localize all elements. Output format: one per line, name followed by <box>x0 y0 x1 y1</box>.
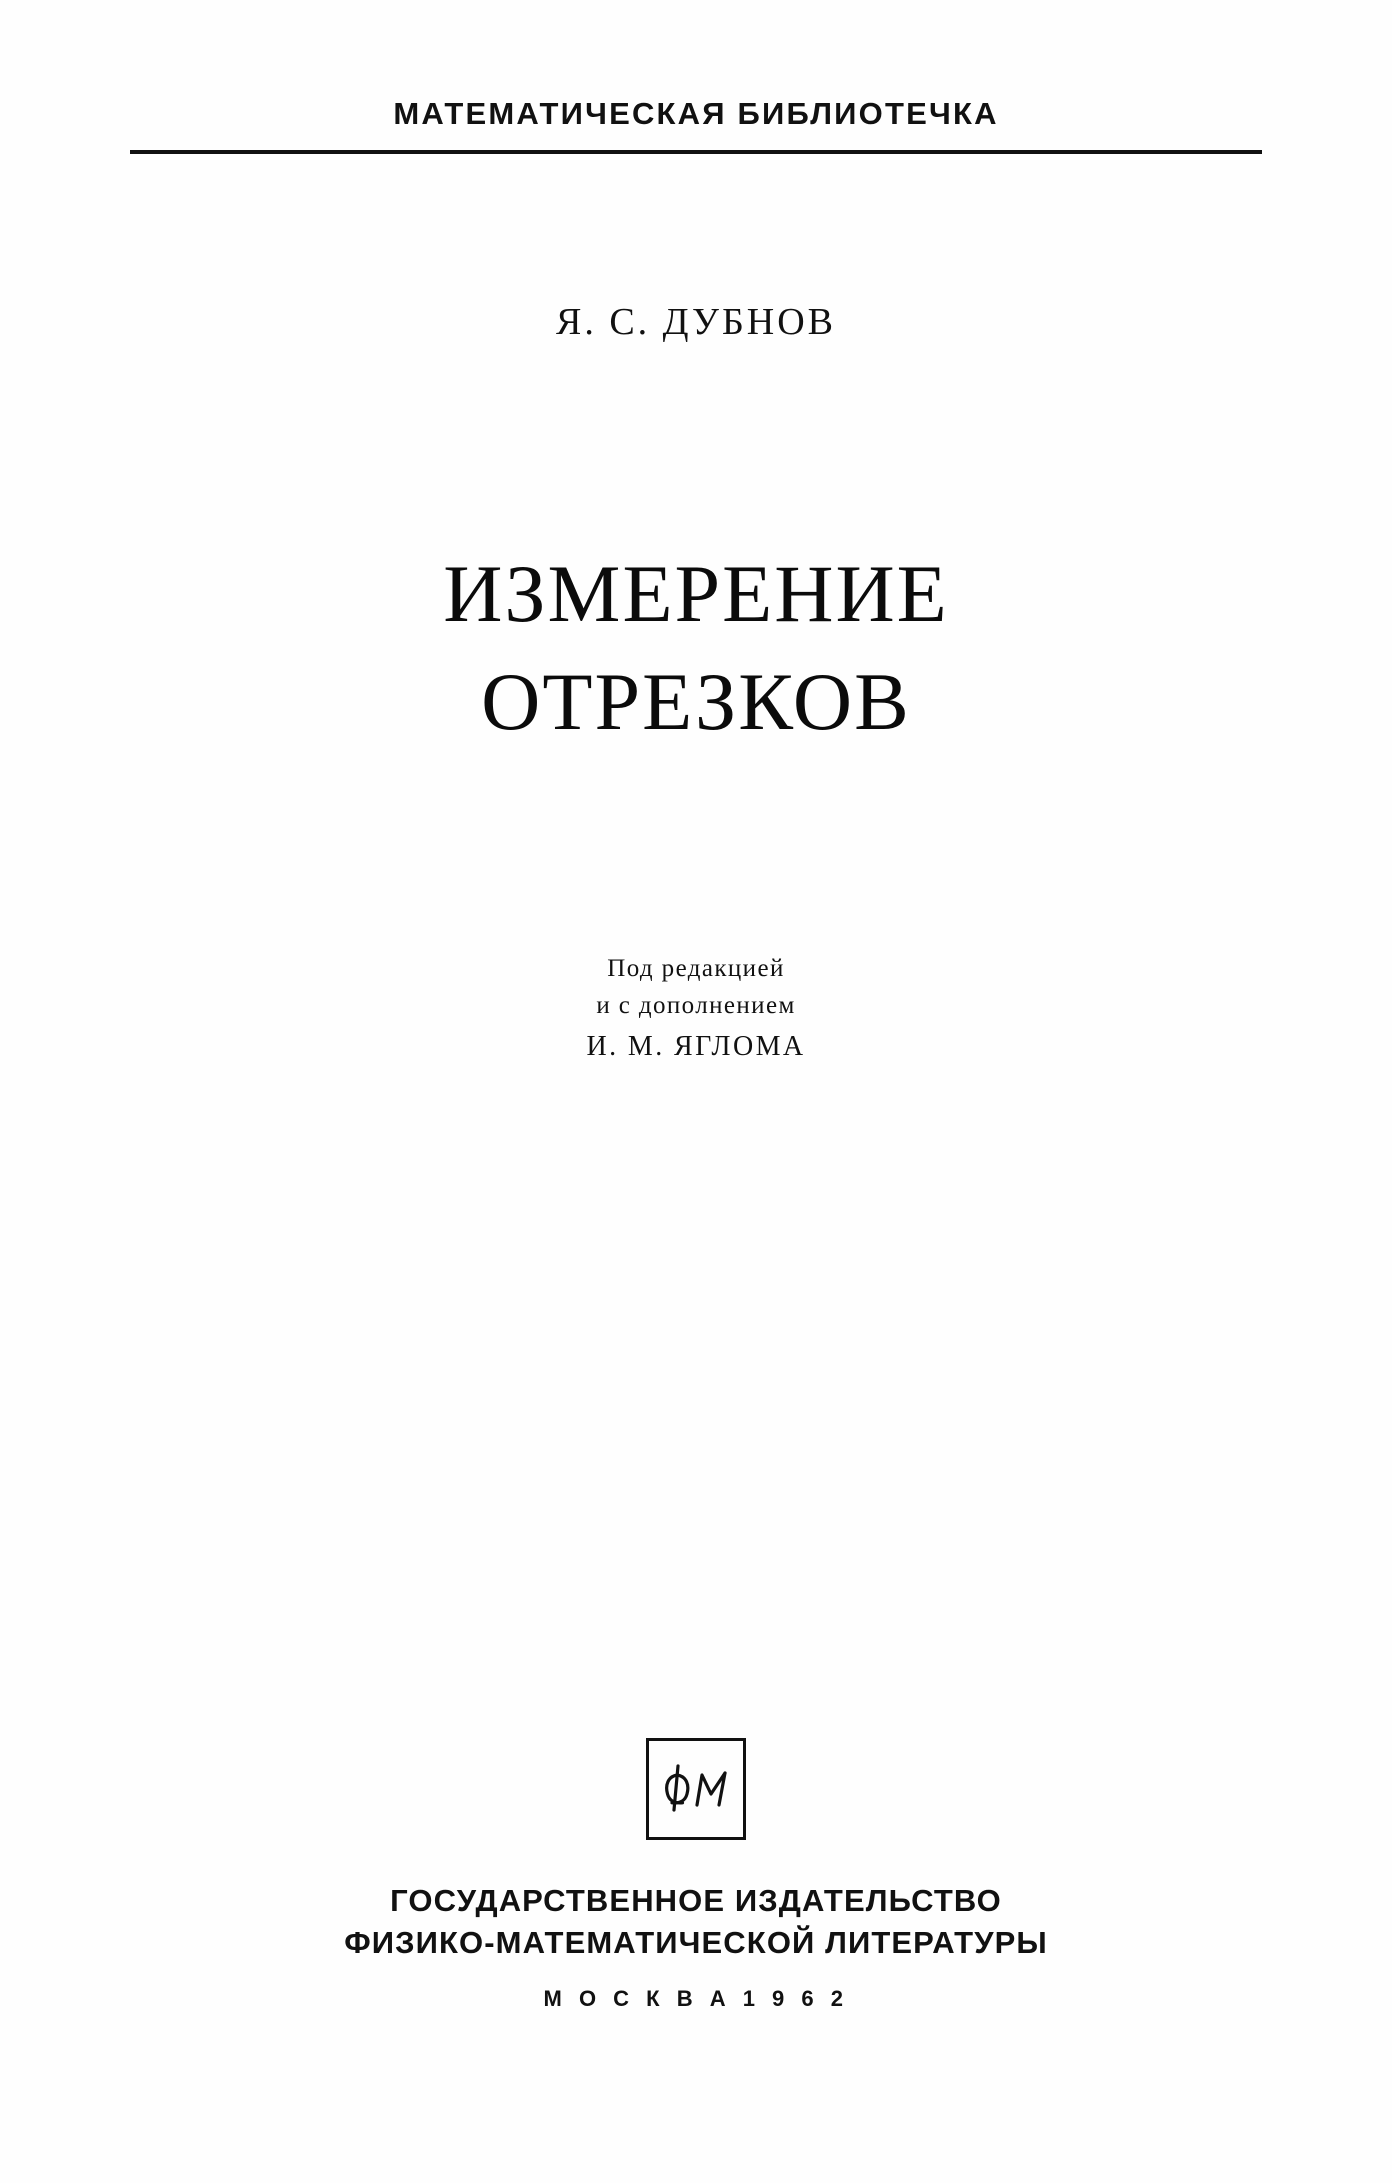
page-title <box>0 540 1392 756</box>
editor-credit-line-2: и с дополнением <box>596 992 796 1019</box>
series-header <box>130 96 1262 154</box>
editor-credit-line-1: Под редакцией <box>607 955 785 982</box>
editor-credit <box>0 955 1392 1063</box>
title-line-2: ОТРЕЗКОВ <box>481 656 911 748</box>
publisher-line-2: ФИЗИКО-МАТЕМАТИЧЕСКОЙ ЛИТЕРАТУРЫ <box>344 1924 1048 1960</box>
publisher-logo <box>0 1738 1392 1840</box>
fm-monogram-icon <box>661 1758 731 1820</box>
publisher-line-1: ГОСУДАРСТВЕННОЕ ИЗДАТЕЛЬСТВО <box>390 1883 1002 1918</box>
editor-name: И. М. ЯГЛОМА <box>586 1031 806 1062</box>
city-and-year: М О С К В А 1 9 6 2 <box>543 1985 849 2011</box>
series-title: МАТЕМАТИЧЕСКАЯ БИБЛИОТЕЧКА <box>393 96 999 131</box>
horizontal-rule <box>130 150 1262 154</box>
author-name: Я. С. ДУБНОВ <box>555 301 837 343</box>
publisher-logo-frame <box>646 1738 746 1840</box>
title-line-1: ИЗМЕРЕНИЕ <box>443 548 949 639</box>
imprint <box>0 1880 1392 2012</box>
